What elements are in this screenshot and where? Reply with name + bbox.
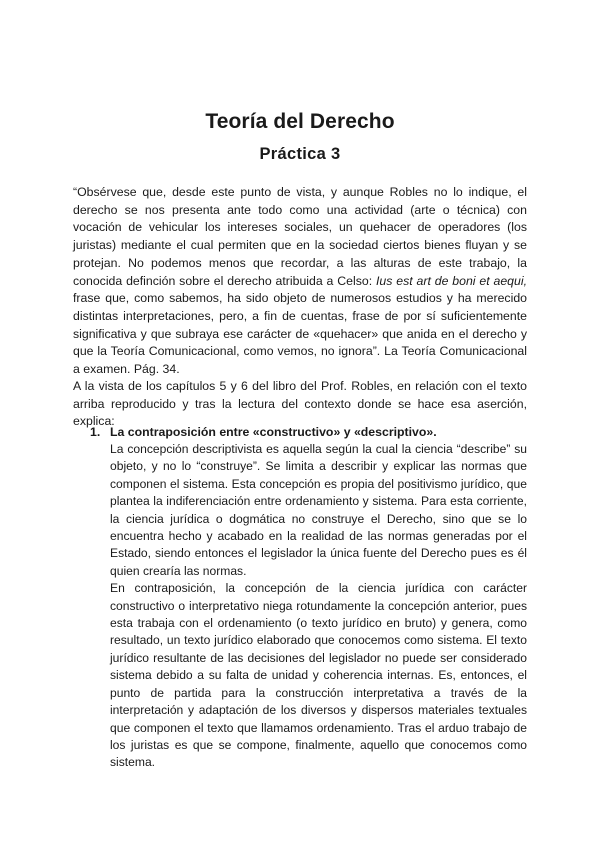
intro-quote-latin-phrase: Ius est art de boni et aequi, (375, 273, 527, 288)
intro-quote-text-start: “Obsérvese que, desde este punto de vista, y aunque Robles no lo indique, el derecho se nos presenta ante todo como una actividad (arte o técnica) con vocación de vehicular los intereses sociales, un quehacer de operadores (los juristas) mediante el cual permiten que en la sociedad ciertos bienes fluyan y se protejan. No podemos menos que recordar, a las alturas de este trabajo, la conocida definción sobre el derecho atribuida a Celso: (73, 185, 527, 288)
page-subtitle: Práctica 3 (259, 145, 341, 163)
section-1 (90, 424, 527, 772)
section-1-body (110, 441, 527, 772)
section-1-heading (90, 424, 527, 441)
intro-quote-text-end: frase que, como sabemos, ha sido objeto de numerosos estudios y ha merecido distintas interpretaciones, pero, a fin de cuentas, frase de por sí suficientemente significativa y que subraya ese carácter de «quehacer» que anida en el derecho y que la Teoría Comunicacional, como vemos, no ignora”. La Teoría Comunicacional a examen. Pág. 34. (73, 291, 527, 377)
page-title: Teoría del Derecho (205, 110, 395, 133)
section-1-paragraph-2: En contraposición, la concepción de la ciencia jurídica con carácter constructivo o interpretativo niega rotundamente la concepción anterior, pues esta trabaja con el ordenamiento (o texto jurídico en bruto) y genera, como resultado, un texto jurídico elaborado que conocemos como sistema. El texto jurídico resultante de las decisiones del legislador no puede ser considerado sistema debido a su falta de unidad y coherencia internas. Es, entonces, el punto de partida para la construcción interpretativa a través de la interpretación y adaptación de los diversos y dispersos materiales textuales que componen el texto que llamamos ordenamiento. Tras el arduo trabajo de los juristas es que se compone, finalmente, aquello que conocemos como sistema. (110, 581, 527, 770)
intro-quote-paragraph (73, 184, 527, 379)
instruction-paragraph: A la vista de los capítulos 5 y 6 del libro del Prof. Robles, en relación con el texto arriba reproducido y tras la lectura del contexto donde se hace esa aserción, explica: (73, 379, 527, 429)
section-1-number: 1. (90, 425, 101, 439)
section-1-paragraph-1: La concepción descriptivista es aquella según la cual la ciencia “describe” su objeto, y no lo “construye”. Se limita a describir y explicar las normas que componen el sistema. Esta concepción es propia del positivismo jurídico, que plantea la indiferenciación entre ordenamiento y sistema. Para esta corriente, la ciencia jurídica o dogmática no construye el Derecho, sino que se lo encuentra hecho y acabado en la realidad de las normas generadas por el Estado, siendo entonces el legislador la única fuente del Derecho pues es él quien crearía las normas. (110, 442, 527, 578)
section-1-heading-text: La contraposición entre «constructivo» y «descriptivo». (110, 425, 437, 439)
